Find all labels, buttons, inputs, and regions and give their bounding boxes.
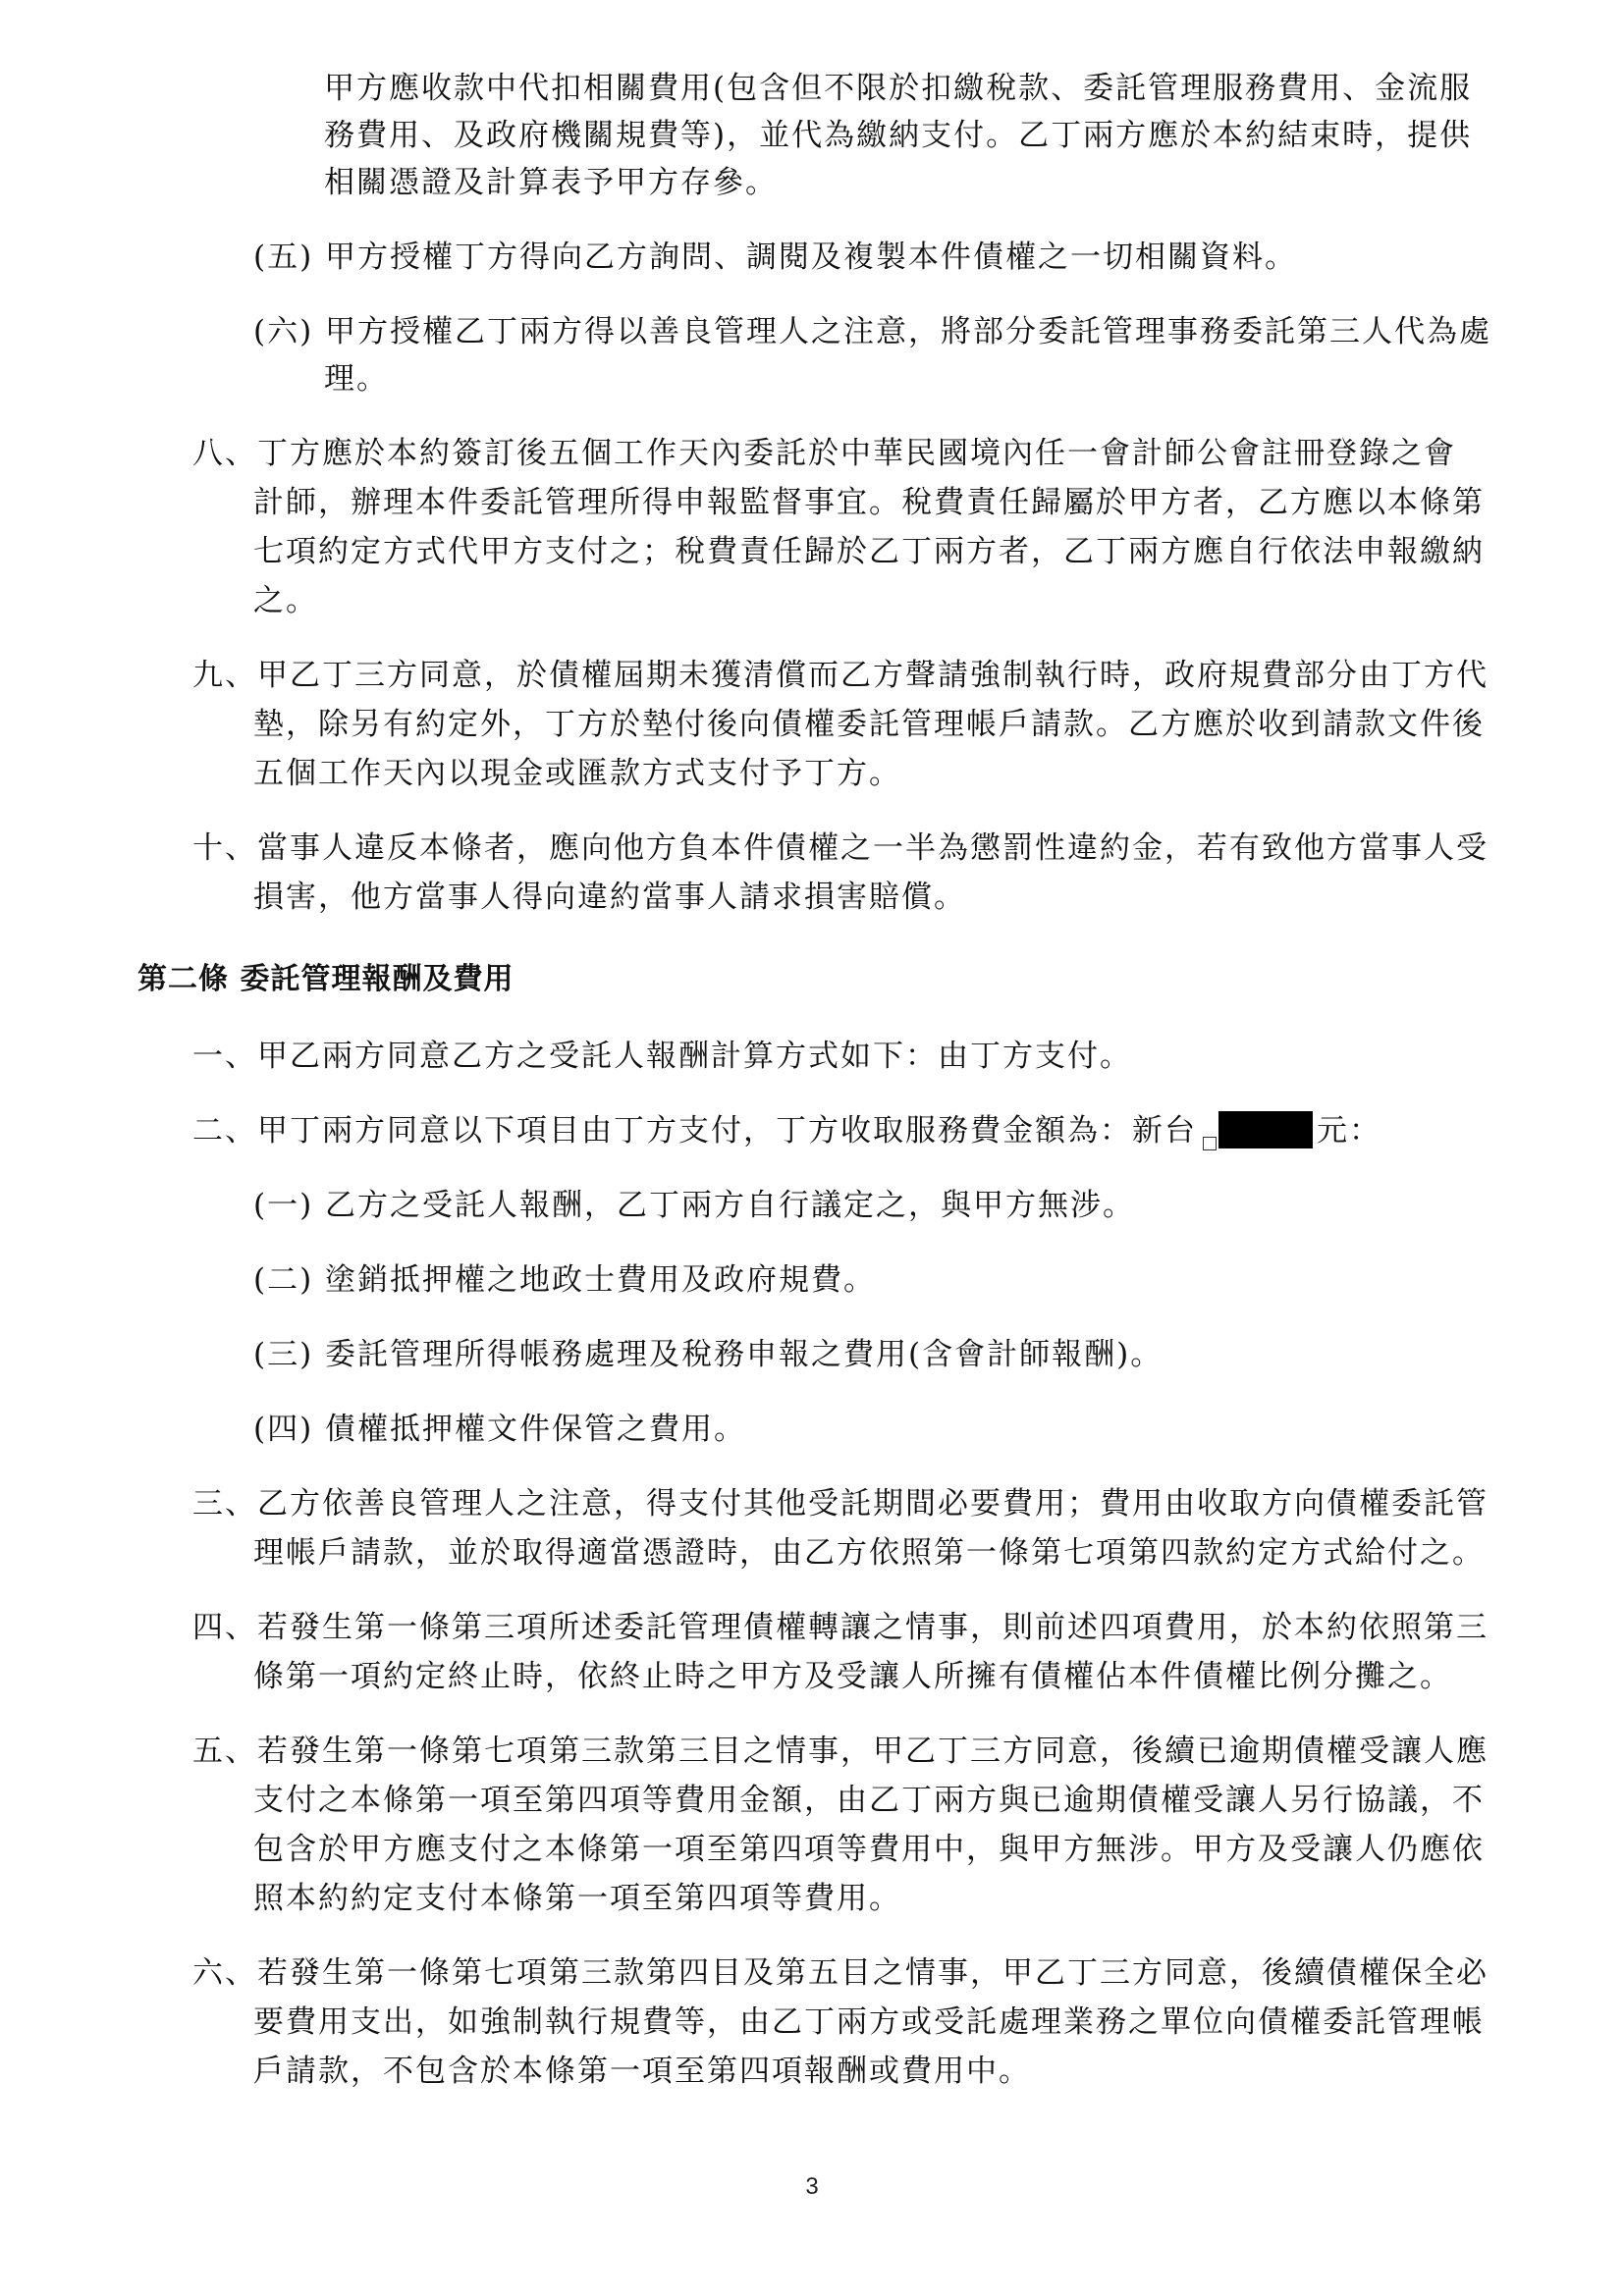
text-line: 損害，他方當事人得向違約當事人請求損害賠償。 (253, 880, 966, 915)
text-line: 六、若發生第一條第七項第三款第四目及第五目之情事，甲乙丁三方同意，後續債權保全必 (192, 1955, 1489, 1991)
redaction-marker (1203, 1137, 1217, 1150)
text-line: 一、甲乙兩方同意乙方之受託人報酬計算方式如下：由丁方支付。 (192, 1039, 1132, 1074)
text-line: 十、當事人違反本條者，應向他方負本件債權之一半為懲罰性違約金，若有致他方當事人受 (192, 830, 1489, 866)
text-fragment: 元： (1317, 1113, 1381, 1148)
text-line: 理。 (324, 361, 389, 397)
text-line: (三) 委託管理所得帳務處理及稅務申報之費用(含會計師報酬)。 (253, 1337, 1164, 1372)
text-line: 五、若發生第一條第七項第三款第三目之情事，甲乙丁三方同意，後續已逾期債權受讓人應 (192, 1734, 1489, 1769)
text-line: 九、甲乙丁三方同意，於債權屆期未獲清償而乙方聲請強制執行時，政府規費部分由丁方代 (192, 658, 1489, 693)
section-heading: 第二條 委託管理報酬及費用 (137, 962, 514, 996)
text-line: 墊，除另有約定外，丁方於墊付後向債權委託管理帳戶請款。乙方應於收到請款文件後 (253, 707, 1485, 742)
text-line: 支付之本條第一項至第四項等費用金額，由乙丁兩方與已逾期債權受讓人另行協議，不 (253, 1783, 1485, 1818)
text-line-with-redaction (192, 1107, 1381, 1154)
page-number: 3 (805, 2173, 819, 2200)
text-line: (一) 乙方之受託人報酬，乙丁兩方自行議定之，與甲方無涉。 (253, 1188, 1136, 1223)
text-line: 戶請款，不包含於本條第一項至第四項報酬或費用中。 (253, 2054, 1031, 2089)
text-line: 計師，辦理本件委託管理所得申報監督事宜。稅費責任歸屬於甲方者，乙方應以本條第 (253, 485, 1485, 520)
text-line: 條第一項約定終止時，依終止時之甲方及受讓人所擁有債權佔本件債權比例分攤之。 (253, 1659, 1452, 1694)
text-line: 要費用支出，如強制執行規費等，由乙丁兩方或受託處理業務之單位向債權委託管理帳 (253, 2004, 1485, 2040)
text-line: 包含於甲方應支付之本條第一項至第四項等費用中，與甲方無涉。甲方及受讓人仍應依 (253, 1832, 1485, 1867)
text-line: (四) 債權抵押權文件保管之費用。 (253, 1412, 747, 1447)
text-line: 之。 (253, 583, 318, 618)
text-line: 三、乙方依善良管理人之注意，得支付其他受託期間必要費用；費用由收取方向債權委託管 (192, 1486, 1489, 1522)
text-line: 甲方應收款中代扣相關費用(包含但不限於扣繳稅款、委託管理服務費用、金流服 (324, 71, 1473, 106)
text-line: (五) 甲方授權丁方得向乙方詢問、調閱及複製本件債權之一切相關資料。 (253, 240, 1298, 275)
text-line: 八、丁方應於本約簽訂後五個工作天內委託於中華民國境內任一會計師公會註冊登錄之會 (192, 436, 1456, 471)
text-line: 四、若發生第一條第三項所述委託管理債權轉讓之情事，則前述四項費用，於本約依照第三 (192, 1610, 1489, 1645)
text-line: 照本約約定支付本條第一項至第四項等費用。 (253, 1881, 901, 1916)
text-fragment: 二、甲丁兩方同意以下項目由丁方支付，丁方收取服務費金額為：新台 (192, 1113, 1197, 1148)
text-line: 相關憑證及計算表予甲方存參。 (324, 165, 778, 200)
text-line: 五個工作天內以現金或匯款方式支付予丁方。 (253, 756, 901, 791)
text-line: 七項約定方式代甲方支付之；稅費責任歸於乙丁兩方者，乙丁兩方應自行依法申報繳納 (253, 534, 1485, 569)
text-line: (六) 甲方授權乙丁兩方得以善良管理人之注意，將部分委託管理事務委託第三人代為處 (253, 314, 1492, 349)
text-line: 理帳戶請款，並於取得適當憑證時，由乙方依照第一條第七項第四款約定方式給付之。 (253, 1535, 1485, 1571)
text-line: 務費用、及政府機關規費等)，並代為繳納支付。乙丁兩方應於本約結束時，提供 (324, 118, 1473, 153)
text-line: (二) 塗銷抵押權之地政士費用及政府規費。 (253, 1262, 877, 1298)
redacted-amount (1218, 1111, 1313, 1148)
